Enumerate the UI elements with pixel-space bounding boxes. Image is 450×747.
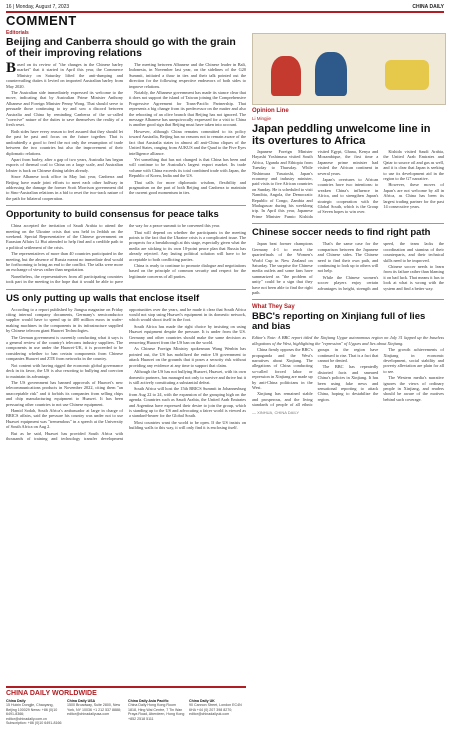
paragraph: China is ready to continue to promote dialogue and negotiations based on the principle of common security and respect for the legitimate concerns of all parties. bbox=[129, 263, 246, 279]
paragraph: The growth achievements of Xinjiang in economic development, social stability and poverty alleviation are plain for all to see. bbox=[383, 347, 444, 374]
editorial-peace-body bbox=[6, 223, 246, 284]
editorial-barley-body bbox=[6, 62, 246, 201]
what-they-say-label: What They Say bbox=[252, 304, 295, 311]
paragraph: The Australian side immediately expressed its welcome to the move, indicating that by Australian Prime Minister Anthony Albanese and Foreign Minister Penny Wong. That should serve to persuade those continuing to try and sow a discord between Australia and China by reminding Canberra of the so-called "coercive" nature of the duties to save themselves the reality of a fresh reset. bbox=[6, 90, 123, 128]
paragraph: According to a report published by Jiangsu magazine on Friday citing internal company documents, Germany's semiconductor supplier would have to spend up to 400 million euros in wafer-making machines in the components in its infrastructure supplied by Chinese telecom giant Huawei Technologies. bbox=[6, 306, 123, 334]
paragraph: Most countries want the world to be open. If the US insists on building walls to this way, it will only find it is enclosing itself. bbox=[129, 419, 246, 431]
footer-cell bbox=[128, 699, 185, 725]
paper-name: CHINA DAILY bbox=[412, 4, 444, 10]
paragraph: ased on its review of "the changes in the Chinese barley market" that it started in April this year, the Commerce Ministry on Saturday lifted the anti-dumping and countervailing duties it levied on imported Australian barley from May 2020. bbox=[6, 62, 123, 89]
divider bbox=[252, 299, 444, 300]
paragraph: The meeting between Albanese and the Chinese leader in Bali, Indonesia, in November last year, on the sidelines of the G20 Summit, initiated a thaw in ties and their talk pointed out the direction for the following respective endeavors of both sides to improve relations. bbox=[129, 62, 246, 89]
paragraph: Japan's overtures to African countries have two intentions: to weaken China's influence in Africa, and to strengthen Japan's strategic cooperation with the Global South, which is the Group of Seven hopes to win over. bbox=[317, 177, 379, 215]
paragraph: South Africa has made the right choice by insisting on using Huawei equipment despite the pressure. It is under from the US. Germany and other countries should make the same decision as removing Huawei from the US ban on the world. bbox=[129, 323, 246, 346]
section-title: COMMENT bbox=[6, 13, 77, 28]
footer-cell-text: 15 Huixin Dongjie, Chaoyang, Beijing 100029 News: +86 (0)10 6491-8366; editor@chinadaily.com.cn Subscription: +86 (0)10 6491-8166 bbox=[6, 703, 62, 726]
cartoon-object bbox=[385, 60, 429, 90]
dropcap: B bbox=[6, 60, 17, 76]
paragraph: Chinese soccer needs to learn from its failure rather than blaming it on bad luck. That means it has to look at what is wrong with the system and find a better way. bbox=[383, 263, 444, 291]
editorial-us-walls bbox=[6, 294, 246, 442]
paragraph: The US government has banned approvals of Huawei's new telecommunications products in November 2022, citing them "an unacceptable risk" and it forbids its companies from selling chips and chip manufacturing equipment to Huawei. It has been pressuring other countries to not use Chinese equipment. bbox=[6, 379, 123, 407]
paragraph: Nonetheless, the representatives from all participating countries took part in the meeting in the hope that it would be able to pave the way for a peace summit to be convened this year. bbox=[6, 223, 221, 285]
footer-cell-head: China Daily Asia Pacific bbox=[128, 699, 169, 703]
opinion-title[interactable]: Japan peddling unwelcome line in its overtures to Africa bbox=[252, 123, 431, 147]
page-date: 16 | Monday, August 7, 2023 bbox=[6, 4, 70, 10]
divider bbox=[252, 223, 444, 224]
editorial-peace bbox=[6, 210, 246, 284]
cartoon-figure-blue bbox=[315, 52, 347, 96]
paragraph: That calls for more diplomatic wisdom, flexibility and pragmatism on the part of both Beijing and Canberra to maintain the current good momentum in ties. bbox=[129, 179, 246, 196]
paragraph: That will depend on whether the participants in the meeting points to the fact that the Ukraine crisis is a complicated issue. The prospects for a breakthrough at this stage, especially given what the media are sticking to its own 10-point peace plan that Russia has already rejected. Any lasting political solution will have to be acceptable to both conflicting parties. bbox=[129, 229, 246, 262]
paragraph: However, although China remains committed to its policy toward Australia, Beijing has no reasons not to remain aware of the fact that Australia states in almost all anti-China cliques of the United States, ranging from AUKUS and the Quad to the Five Eyes intelligence alliance. bbox=[129, 128, 246, 156]
worldwide-footer bbox=[6, 686, 246, 743]
opinion-byline: Li Mingjie bbox=[252, 116, 272, 121]
paragraph: Xinjiang has remained stable and prosperous, and the living standards of people of all ethnic groups in the region have continued to rise. That is a fact that cannot be denied. bbox=[252, 347, 379, 408]
editorial-barley-title[interactable]: Beijing and Canberra should go with the grain of their improving relations bbox=[6, 36, 236, 59]
right-column bbox=[252, 30, 444, 415]
paragraph: Although the US has not bullying Huawei, Huawei, with its own domestic partners, has managed not only to survive and thrive but it is still actively constituting a substantial defeat. bbox=[129, 369, 246, 385]
editorial-peace-title[interactable]: Opportunity to build consensus for peace talks bbox=[6, 209, 219, 221]
footer-cell bbox=[6, 699, 63, 725]
footer-cell bbox=[67, 699, 124, 725]
divider bbox=[6, 289, 246, 290]
footer-cell-head: China Daily USA bbox=[67, 699, 96, 703]
soccer-body bbox=[252, 241, 444, 295]
opinion-line bbox=[252, 108, 444, 219]
paragraph: But as he said, Huawei has provided South Africa with thousands of training and technology transfer development opportunities over the years, and he made it clear that South Africa would not stop using Huawei's equipment in its domestic network, which would shoot itself in the foot. bbox=[6, 306, 246, 441]
editorial-barley bbox=[6, 37, 246, 201]
opinion-body bbox=[252, 149, 444, 219]
divider bbox=[6, 205, 246, 206]
paragraph: Notably, the Albanese government has made its stance clear that it does not support the island of Taiwan joining the Comprehensive Progressive Agreement for Trans-Pacific Partnership. That represents a big change from its predecessor on the matter and also the rebooting of an olive branch that Beijing has not ignored. The message Albanese has unequivocally expressed for a visit to China is another good sign that Beijing must have taken into account. bbox=[129, 90, 246, 128]
paragraph: Apart from barley, after a gap of two years, Australia has begun exports of thermal coal to China on a large scale, and Australian lobster is back on Chinese dining tables already. bbox=[6, 156, 123, 173]
paragraph: The BBC has repeatedly distorted facts and smeared China's policies in Xinjiang. It has been using fake news and sensational reporting to attack China, hoping to destabilize the region. bbox=[317, 364, 379, 402]
paragraph: Since Albanese took office in May last year, Canberra and Beijing have made joint efforts to meet each other halfway in addressing the damage the former Scott Morrison government did to Sino-Australian relations in a bid to reset the two-track nature of the path for bilateral cooperation. bbox=[6, 174, 123, 201]
bbc-title[interactable]: BBC's reporting on Xinjiang full of lies and bias bbox=[252, 311, 426, 333]
left-column bbox=[6, 30, 246, 441]
paragraph: As Chinese Foreign Ministry spokesman Wang Wenbin has pointed out, the US has mobilized the entire US government to attack Huawei on the grounds that it poses a security risk without providing any evidence at any time to support that claim. bbox=[129, 346, 246, 368]
bbc-body bbox=[252, 347, 444, 407]
chinese-soccer bbox=[252, 228, 444, 295]
paragraph: The Western media's narrative ignores the views of ordinary people in Xinjiang, and readers should be aware of the motives behind such coverage. bbox=[383, 375, 444, 402]
editor-note: Editor's Note: A BBC report titled the Xinjiang Uygur autonomous region on July 31 lapped up the baseless allegations of the West, highlighting the "repression" of Uygurs and lies about Xinjiang. bbox=[252, 335, 444, 346]
footer-cell-text: China Daily Hong Kong Room 1818, Hing Wai Centre, 7 Tin Wan Praya Road, Aberdeen, Hong Kong +852 2518 5111 bbox=[128, 703, 185, 721]
paragraph: Japan beat former champions Germany 4-1 to reach the quarterfinals of the Women's World Cup in New Zealand on Saturday. The surprise the Chinese media outlets and some fans have summarized as "the problem of unity" could be a sign that they have not been able to find the right path. bbox=[252, 241, 313, 295]
footer-cell-text: 1500 Broadway, Suite 2800, New York, NY 10036 +1 212 537 8888; editor@chinadailyusa.com bbox=[67, 703, 122, 717]
paragraph: South Africa will host the 15th BRICS Summit in Johannesburg from Aug 22 to 24, with the expansion of the grouping high on the agenda. Countries such as Saudi Arabia, the United Arab Emirates and Argentina have expressed their desire to join the group, which is standing up to the US and advocating a fairer world is viewed as a standard-bearer for the Global South. bbox=[129, 386, 246, 419]
paragraph: However, these moves of Japan's are not welcome by all in Africa, as China has been its largest trading partner for the past 14 consecutive years. bbox=[383, 182, 444, 210]
paragraph: Not content with having rigged the economic global governance deck in its favor, the US is also resorting to bullying and coercion to maintain its advantage. bbox=[6, 362, 123, 379]
editorial-us-walls-title[interactable]: US only putting up walls that enclose itself bbox=[6, 292, 200, 304]
footer-cell-head: China Daily UK bbox=[189, 699, 215, 703]
paragraph: Kishida visited Saudi Arabia, the United Arab Emirates and Qatar to source oil and gas as well, and it is clear that Japan is seeking to use its development aid in the region to the G7 narrative. bbox=[383, 149, 444, 182]
footer-cell-head: China Daily bbox=[6, 699, 26, 703]
footer-title: CHINA DAILY WORLDWIDE bbox=[6, 690, 97, 697]
paragraph: Hamid Sodah, South Africa's ambassador at large in charge of BRICS affairs, said the pressure his country was under not to use Huawei equipment was "tremendous" in a speech at the University of South Africa on Aug 2. bbox=[6, 407, 123, 430]
editorial-cartoon bbox=[252, 33, 446, 105]
paragraph: Japanese Foreign Minister Hayashi Yoshimasa visited South Africa, Uganda and Ethiopia from Tuesday to Thursday. While Nishimura Yasutoshi, Japan's economy and industry minister, paid visits to five African countries on Sunday. He is scheduled to visit Namibia, Angola, the Democratic Republic of Congo, Zambia and Madagascar during his weeklong trip. In April this year, Japanese Prime Minister Fumio Kishida visited Egypt, Ghana, Kenya and Mozambique, the first time a Japanese prime minister had visited the African continent in several years. bbox=[252, 149, 379, 219]
paragraph: While the Chinese women's soccer players enjoy certain advantages in height, strength and speed, the team lacks the coordination and stamina of their counterparts, and their technical skills need to be improved. bbox=[317, 241, 444, 291]
paragraph: The German government is currently conducting what it says is a general review of the country's telecoms industry suppliers. The components in use under the Huawei-UK, it is proceeded to be considering whether to ban certain components from Chinese companies Huawei and ZTE from networks in the country. bbox=[6, 334, 123, 362]
footer-cell bbox=[189, 699, 246, 725]
editorial-us-walls-body bbox=[6, 307, 246, 442]
source-credit: — XINHUA, CHINA DAILY bbox=[252, 409, 300, 415]
paragraph: China accepted the invitation of Saudi Arabia to attend the meeting on the Ukraine crisis that was held in Jeddah on the weekend. Special Representative of the Chinese government on Eurasian Affairs Li Hui attended to help find and a credible path to a political settlement of the crisis. bbox=[6, 223, 123, 250]
what-they-say bbox=[252, 304, 444, 414]
page-header bbox=[6, 3, 444, 11]
cartoon-figure-red bbox=[271, 56, 301, 96]
paragraph: Yet something that has not changed is that China has been and will continue to be Australia's largest export market. Its trade volume with China exceeds its total combined trade with Japan, the Republic of Korea, India and the US. bbox=[129, 156, 246, 179]
paragraph: Both sides have every reason to feel assured that they should let the past be past and focus on the future together. That is undoubtedly a good to feed the not only the resumption of trade between the two countries but also the improvement of their diplomatic relations. bbox=[6, 128, 123, 156]
paragraph: That's the same case for the comparison between the Japanese and Chinese sides. The Chinese need to find their own path, and continuing to look up to others will not help. bbox=[317, 241, 379, 274]
paragraph: The representatives of more than 40 countries participated in the meeting, but the absence of Russia meant no immediate deal would be forthcoming to bring an end to the conflict. The talks were more an exchange of views rather than negotiation. bbox=[6, 251, 123, 273]
editorials-label: Editorials bbox=[6, 30, 29, 36]
paragraph: China firmly opposes the BBC's propaganda and the West's narratives about Xinjiang. The allegations of China conducting so-called forced labor or repression in Xinjiang are made up by anti-China politicians in the West. bbox=[252, 347, 313, 390]
footer-cell-text: 90 Cannon Street, London EC4N 6HA +44 (0) 207 398 8270; editor@chinadailyuk.com bbox=[189, 703, 242, 717]
bbc-intro bbox=[252, 335, 444, 346]
section-masthead bbox=[6, 11, 444, 28]
opinion-label: Opinion Line bbox=[252, 108, 289, 114]
footer-grid bbox=[6, 699, 246, 725]
soccer-title[interactable]: Chinese soccer needs to find right path bbox=[252, 227, 431, 239]
